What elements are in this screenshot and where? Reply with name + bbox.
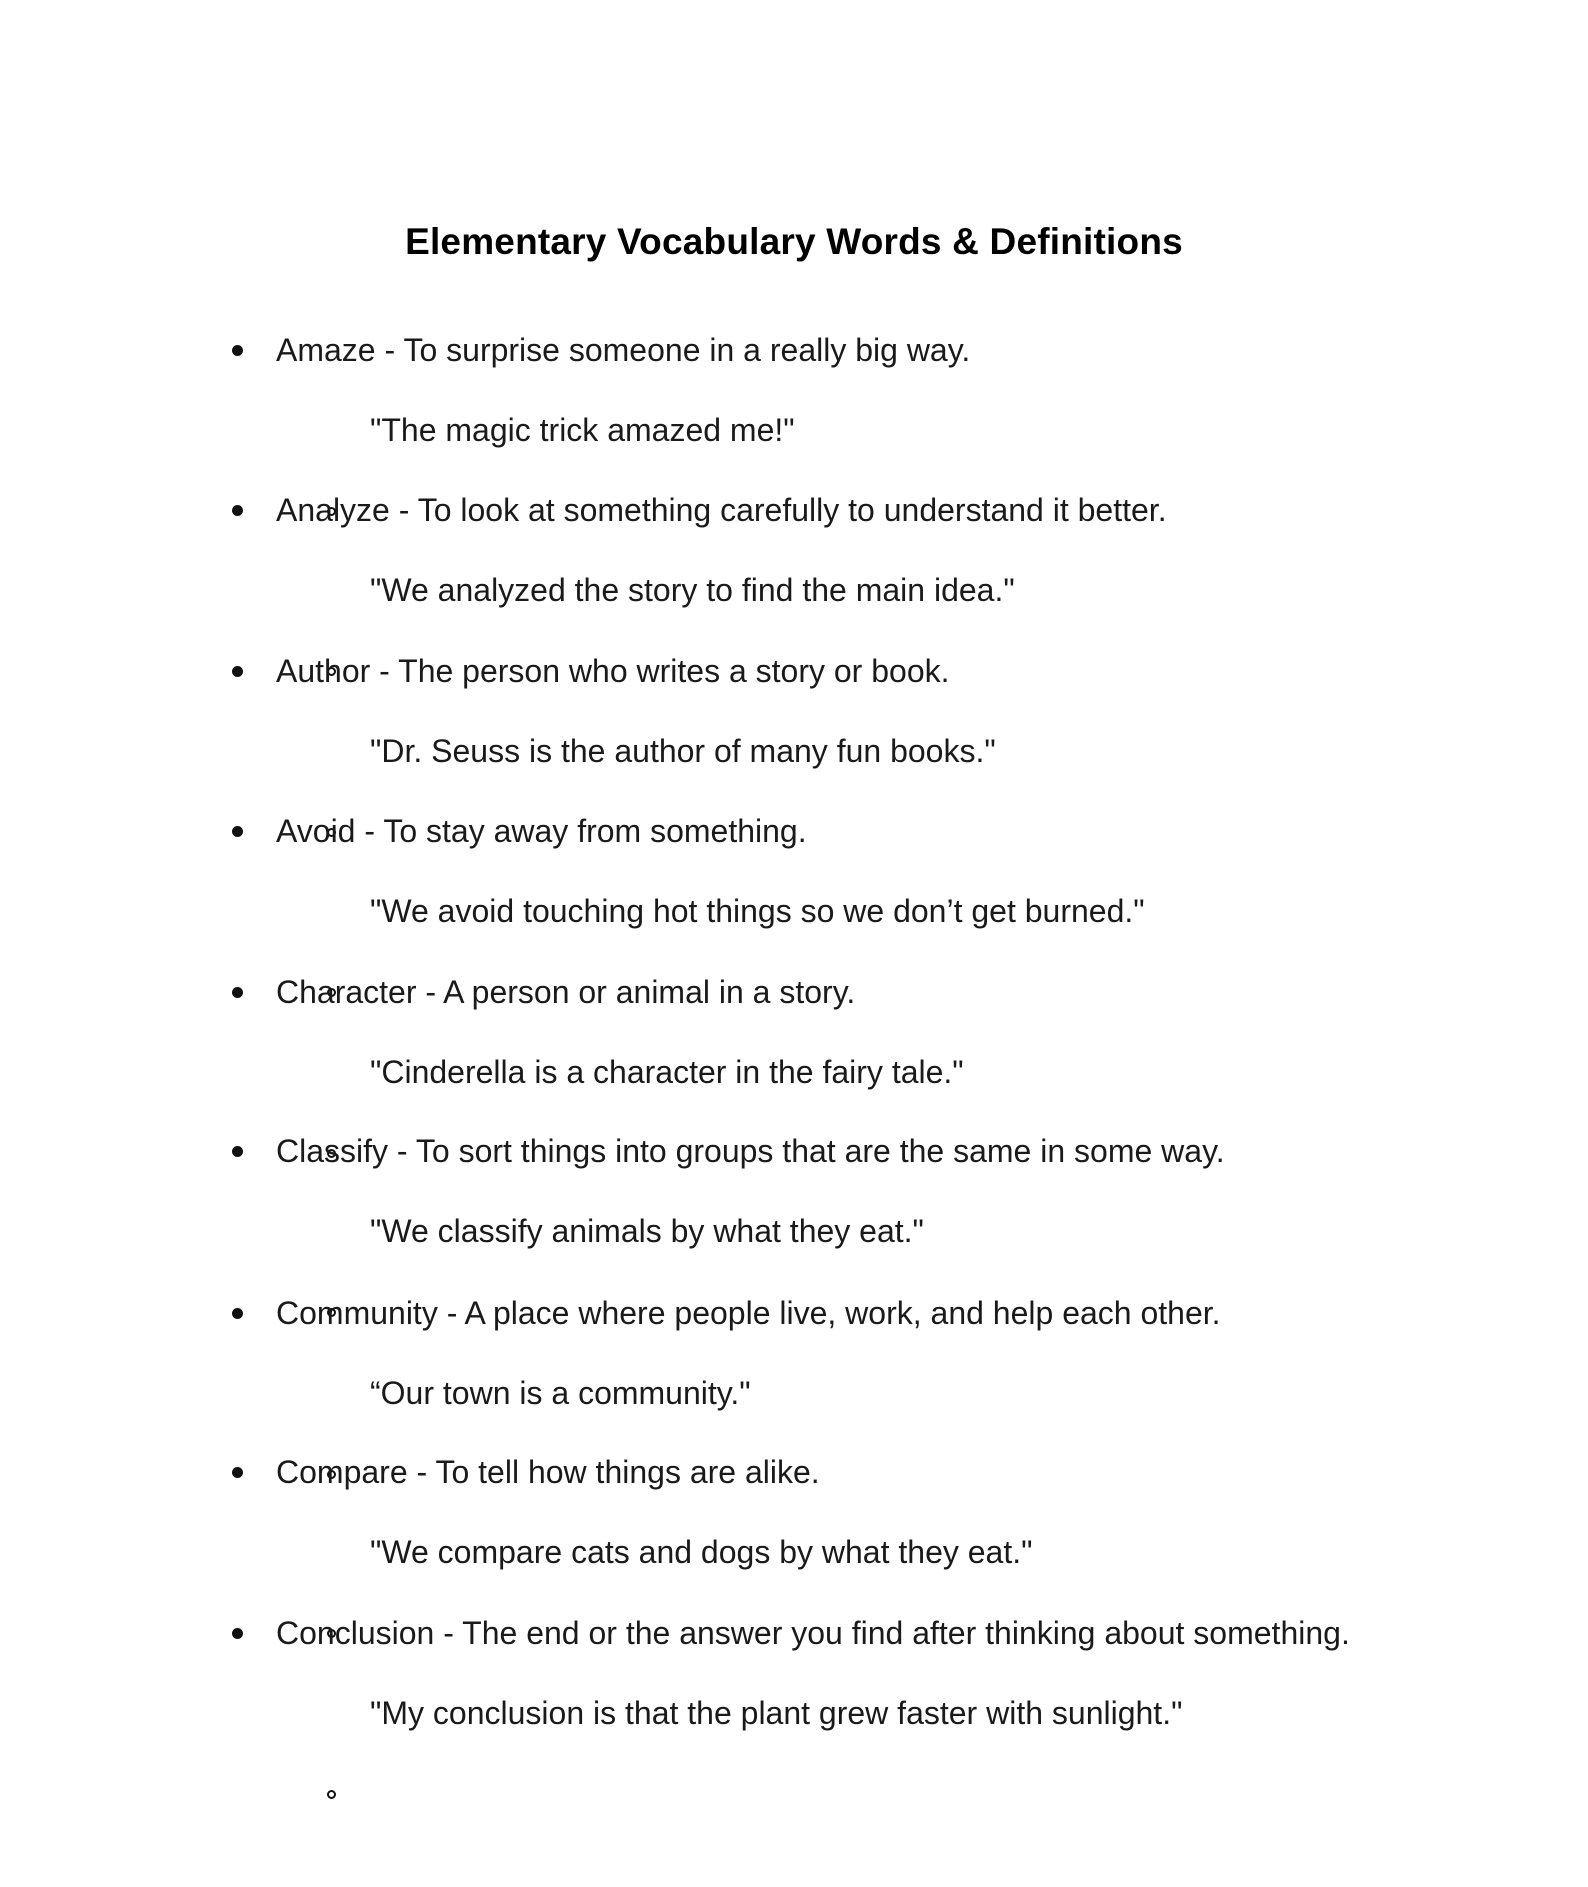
bullet-disc-icon	[232, 826, 243, 837]
vocab-entry	[0, 651, 1588, 813]
example-sentence: "Dr. Seuss is the author of many fun books."	[370, 733, 996, 769]
term-definition: Avoid - To stay away from something.	[276, 813, 807, 849]
vocab-entry	[0, 1131, 1588, 1293]
example-sentence: "We compare cats and dogs by what they eat."	[370, 1534, 1033, 1570]
example-sentence: “Our town is a community."	[370, 1375, 751, 1411]
bullet-disc-icon	[232, 505, 243, 516]
vocab-entry	[0, 1293, 1588, 1455]
vocab-entry	[0, 330, 1588, 492]
term-definition: Analyze - To look at something carefully to understand it better.	[276, 492, 1167, 528]
example-sentence: "Cinderella is a character in the fairy tale."	[370, 1054, 964, 1090]
bullet-disc-icon	[232, 1308, 243, 1319]
vocab-entry	[0, 972, 1588, 1134]
example-sentence: "My conclusion is that the plant grew faster with sunlight."	[370, 1695, 1183, 1731]
bullet-disc-icon	[232, 987, 243, 998]
term-definition: Community - A place where people live, work, and help each other.	[276, 1295, 1221, 1331]
example-sentence: "The magic trick amazed me!"	[370, 412, 795, 448]
vocab-entry	[0, 1452, 1588, 1614]
vocab-entry	[0, 811, 1588, 973]
term-definition: Conclusion - The end or the answer you find after thinking about something.	[276, 1615, 1350, 1651]
term-definition: Classify - To sort things into groups that are the same in some way.	[276, 1133, 1225, 1169]
bullet-disc-icon	[232, 666, 243, 677]
term-definition: Amaze - To surprise someone in a really big way.	[276, 332, 971, 368]
bullet-disc-icon	[232, 345, 243, 356]
bullet-circle-icon	[327, 1790, 336, 1799]
example-sentence: "We analyzed the story to find the main idea."	[370, 572, 1015, 608]
vocab-entry	[0, 1613, 1588, 1775]
term-definition: Compare - To tell how things are alike.	[276, 1454, 820, 1490]
bullet-disc-icon	[232, 1467, 243, 1478]
document-title: Elementary Vocabulary Words & Definitions	[405, 221, 1183, 262]
vocab-entry	[0, 490, 1588, 652]
bullet-disc-icon	[232, 1146, 243, 1157]
bullet-disc-icon	[232, 1628, 243, 1639]
term-definition: Author - The person who writes a story or book.	[276, 653, 950, 689]
example-sentence: "We classify animals by what they eat."	[370, 1213, 924, 1249]
term-definition: Character - A person or animal in a story.	[276, 974, 856, 1010]
example-sentence: "We avoid touching hot things so we don’t get burned."	[370, 893, 1145, 929]
